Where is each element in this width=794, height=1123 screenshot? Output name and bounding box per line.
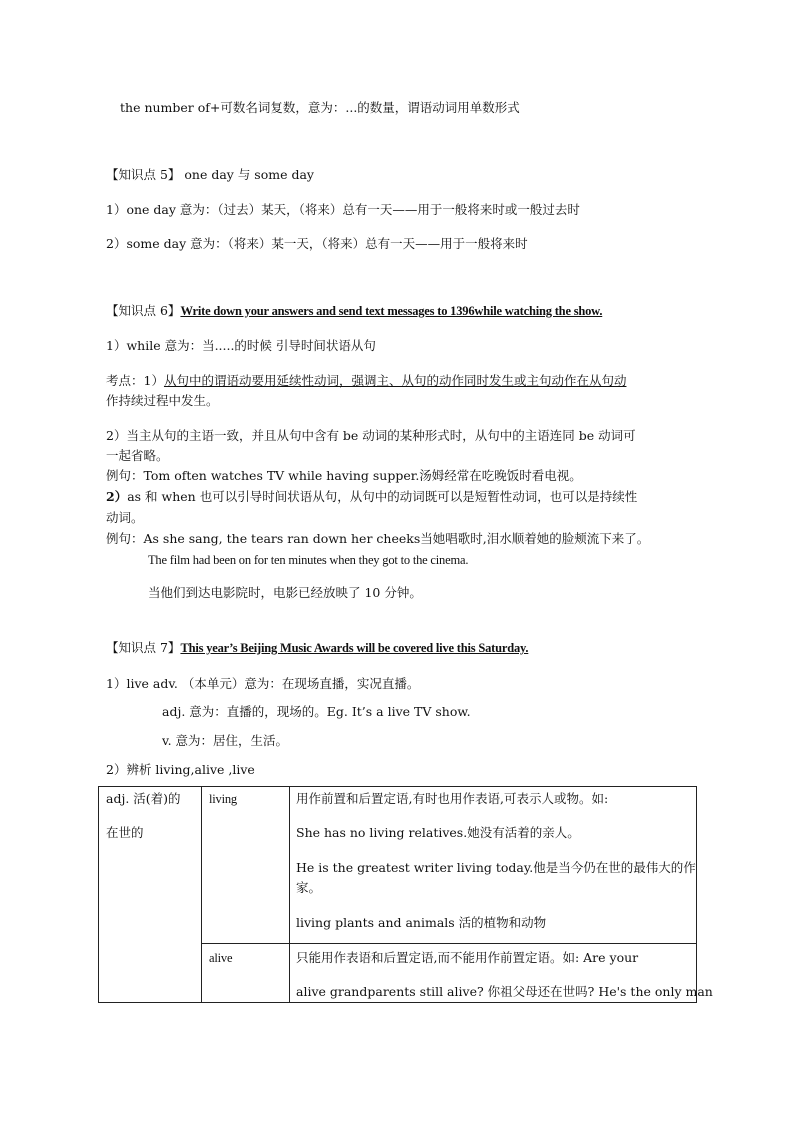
- item-3-text: as 和 when 也可以引导时间状语从句，从句中的动词既可以是短暂性动词，也可以是持续性: [127, 489, 638, 504]
- knowledge-7-prefix: 【知识点 7】: [106, 640, 181, 655]
- word-cell-alive: [202, 944, 290, 1003]
- knowledge-6-item-2a: 2）当主从句的主语一致，并且从句中含有 be 动词的某种形式时，从句中的主语连同 be 动词可: [106, 428, 636, 443]
- table-row: [99, 787, 697, 944]
- usage-line: He is the greatest writer living today.他是当今仍在世的最伟大的作: [296, 860, 696, 875]
- word-living: living: [209, 792, 237, 806]
- knowledge-6-exam-point: [106, 373, 626, 389]
- knowledge-7-title: This year’s Beijing Music Awards will be covered live this Saturday.: [180, 641, 529, 655]
- knowledge-6-item-3a: [106, 489, 637, 505]
- knowledge-6-heading: [106, 303, 602, 319]
- word-cell-living: [202, 787, 290, 944]
- knowledge-6-example-1: 例句：Tom often watches TV while having supper.汤姆经常在吃晚饭时看电视。: [106, 468, 582, 483]
- exam-point-text: 从句中的谓语动要用延续性动词，强调主、从句的动作同时发生或主句动作在从句动: [163, 373, 627, 388]
- usage-line: living plants and animals 活的植物和动物: [296, 915, 547, 930]
- usage-line: 用作前置和后置定语,有时也用作表语,可表示人或物。如:: [296, 791, 609, 806]
- knowledge-7-item-1-verb: v. 意为：居住，生活。: [162, 733, 289, 748]
- knowledge-6-example-2: 例句：As she sang, the tears ran down her cheeks当她唱歌时,泪水顺着她的脸颊流下来了。: [106, 531, 650, 546]
- knowledge-5-item-2: 2）some day 意为：（将来）某一天，（将来）总有一天——用于一般将来时: [106, 236, 528, 251]
- usage-line: 家。: [296, 880, 322, 895]
- comparison-table: [98, 786, 713, 1003]
- knowledge-6-exam-point-cont: 作持续过程中发生。: [106, 393, 219, 408]
- word-alive: alive: [209, 951, 233, 965]
- knowledge-7-item-1-adj: adj. 意为：直播的，现场的。Eg. It’s a live TV show.: [162, 704, 471, 719]
- meaning-line-1: adj. 活(着)的: [106, 791, 181, 806]
- usage-cell-alive: [290, 944, 713, 1003]
- exam-point-prefix: 考点：1）: [106, 373, 164, 388]
- knowledge-6-prefix: 【知识点 6】: [106, 303, 181, 318]
- knowledge-6-title: Write down your answers and send text messages to 1396while watching the show.: [180, 304, 603, 318]
- intro-line: the number of+可数名词复数，意为：...的数量，谓语动词用单数形式: [120, 100, 520, 115]
- item-3-number: 2）: [106, 489, 128, 504]
- usage-line: alive grandparents still alive? 你祖父母还在世吗? He's the only man: [296, 984, 713, 999]
- knowledge-6-item-3b: 动词。: [106, 510, 144, 525]
- usage-line: 只能用作表语和后置定语,而不能用作前置定语。如: Are your: [296, 950, 639, 965]
- knowledge-7-heading: [106, 640, 528, 656]
- knowledge-6-example-3: The film had been on for ten minutes when they got to the cinema.: [148, 553, 469, 567]
- usage-cell-living: [290, 787, 697, 944]
- knowledge-5-heading: 【知识点 5】 one day 与 some day: [106, 167, 314, 182]
- usage-line: She has no living relatives.她没有活着的亲人。: [296, 825, 580, 840]
- knowledge-5-item-1: 1）one day 意为：（过去）某天，（将来）总有一天——用于一般将来时或一般过去时: [106, 202, 580, 217]
- meaning-line-2: 在世的: [106, 825, 144, 840]
- knowledge-6-item-1: 1）while 意为：当.....的时候 引导时间状语从句: [106, 338, 376, 353]
- knowledge-7-item-2: 2）辨析 living,alive ,live: [106, 762, 255, 777]
- knowledge-7-item-1: 1）live adv. （本单元）意为：在现场直播，实况直播。: [106, 676, 420, 691]
- knowledge-6-item-2b: 一起省略。: [106, 448, 169, 463]
- meaning-cell: [99, 787, 202, 1003]
- knowledge-6-example-3-translation: 当他们到达电影院时，电影已经放映了 10 分钟。: [148, 585, 422, 600]
